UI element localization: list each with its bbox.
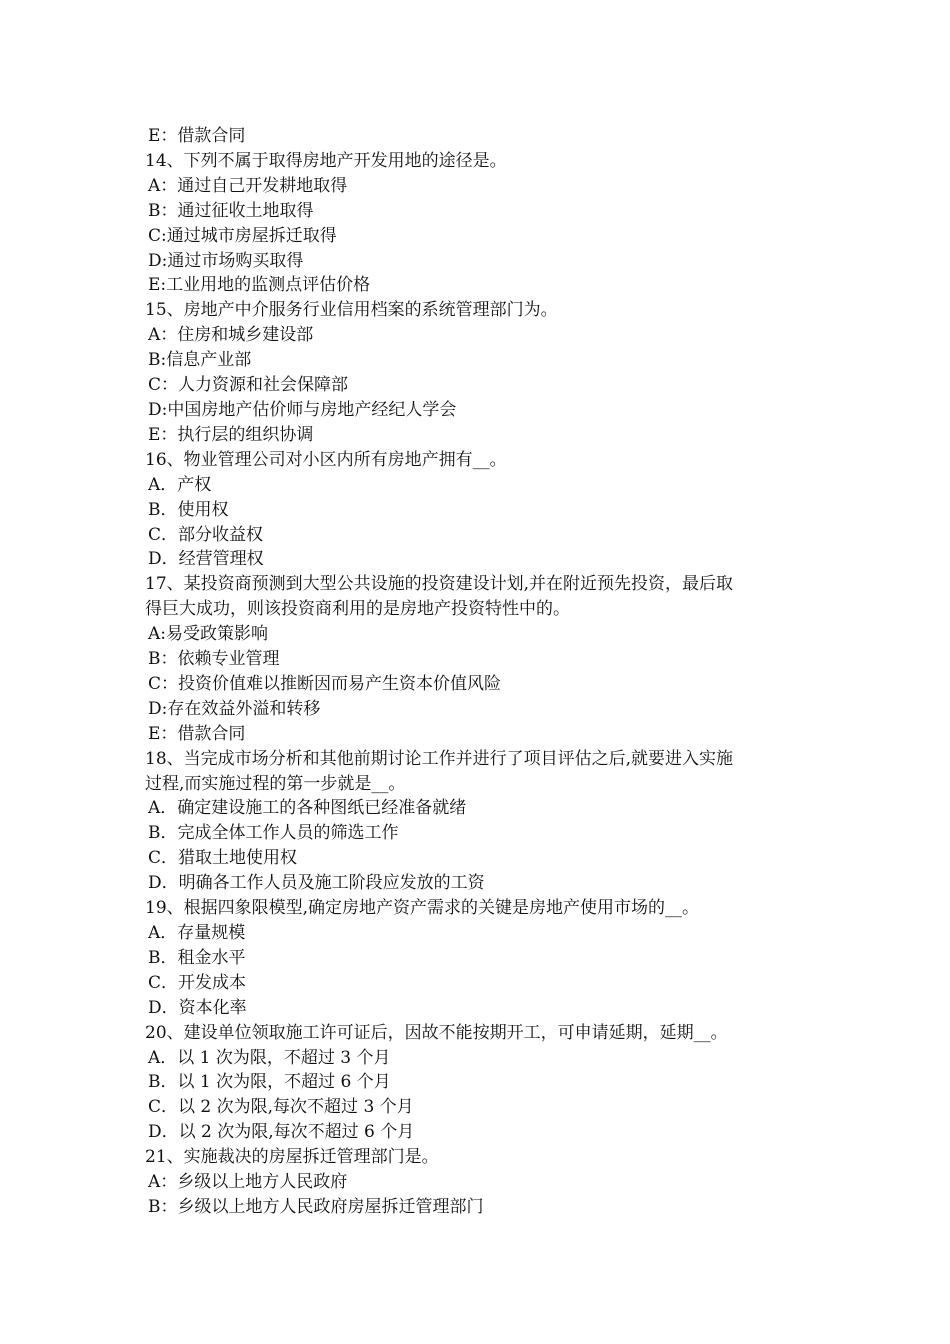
option-line: A．产权 <box>148 474 212 495</box>
question-line: 21、实施裁决的房屋拆迁管理部门是。 <box>145 1147 439 1168</box>
option-line: E：借款合同 <box>148 126 246 146</box>
option-line: A：乡级以上地方人民政府 <box>148 1172 348 1193</box>
option-line: C．开发成本 <box>148 972 247 993</box>
option-line: A．存量规模 <box>148 923 246 943</box>
option-line: B．完成全体工作人员的筛选工作 <box>148 823 399 844</box>
option-line: C．猎取土地使用权 <box>148 848 298 869</box>
option-line: A．以 1 次为限，不超过 3 个月 <box>148 1047 391 1068</box>
option-line: D．经营管理权 <box>148 549 264 570</box>
question-line: 17、某投资商预测到大型公共设施的投资建设计划,并在附近预先投资，最后取 <box>145 574 734 595</box>
option-line: B．使用权 <box>148 499 229 520</box>
option-line: D．以 2 次为限,每次不超过 6 个月 <box>148 1122 415 1143</box>
option-line: C：投资价值难以推断因而易产生资本价值风险 <box>148 673 502 694</box>
document-body <box>145 124 815 1220</box>
option-line: D．明确各工作人员及施工阶段应发放的工资 <box>148 873 485 894</box>
question-line: 过程,而实施过程的第一步就是__。 <box>145 773 406 794</box>
question-line: 18、当完成市场分析和其他前期讨论工作并进行了项目评估之后,就要进入实施 <box>145 748 734 769</box>
option-line: E:工业用地的监测点评估价格 <box>148 275 371 296</box>
question-line: 得巨大成功，则该投资商利用的是房地产投资特性中的。 <box>145 599 570 620</box>
option-line: D:中国房地产估价师与房地产经纪人学会 <box>148 399 457 420</box>
option-line: C．以 2 次为限,每次不超过 3 个月 <box>148 1097 414 1118</box>
option-line: B：通过征收土地取得 <box>148 200 314 221</box>
question-line: 14、下列不属于取得房地产开发用地的途径是。 <box>145 150 507 171</box>
option-line: C：人力资源和社会保障部 <box>148 375 349 396</box>
option-line: A．确定建设施工的各种图纸已经准备就绪 <box>148 798 467 819</box>
option-line: B．租金水平 <box>148 947 246 968</box>
option-line: E：借款合同 <box>148 723 246 744</box>
option-line: A：住房和城乡建设部 <box>148 325 314 346</box>
option-line: D:通过市场购买取得 <box>148 250 304 271</box>
option-line: C．部分收益权 <box>148 524 264 545</box>
option-line: E：执行层的组织协调 <box>148 424 314 445</box>
option-line: B．以 1 次为限，不超过 6 个月 <box>148 1072 391 1093</box>
option-line: B：乡级以上地方人民政府房屋拆迁管理部门 <box>148 1196 484 1217</box>
option-line: C:通过城市房屋拆迁取得 <box>148 225 337 246</box>
question-line: 15、房地产中介服务行业信用档案的系统管理部门为。 <box>145 300 558 321</box>
question-line: 16、物业管理公司对小区内所有房地产拥有__。 <box>145 449 507 470</box>
question-line: 20、建设单位领取施工许可证后，因故不能按期开工，可申请延期，延期__。 <box>145 1022 728 1043</box>
question-line: 19、根据四象限模型,确定房地产资产需求的关键是房地产使用市场的__。 <box>145 898 700 919</box>
option-line: B：依赖专业管理 <box>148 649 280 670</box>
option-line: B:信息产业部 <box>148 350 252 371</box>
option-line: D:存在效益外溢和转移 <box>148 698 321 719</box>
option-line: A:易受政策影响 <box>148 624 269 645</box>
option-line: D．资本化率 <box>148 997 247 1018</box>
option-line: A：通过自己开发耕地取得 <box>148 175 348 196</box>
